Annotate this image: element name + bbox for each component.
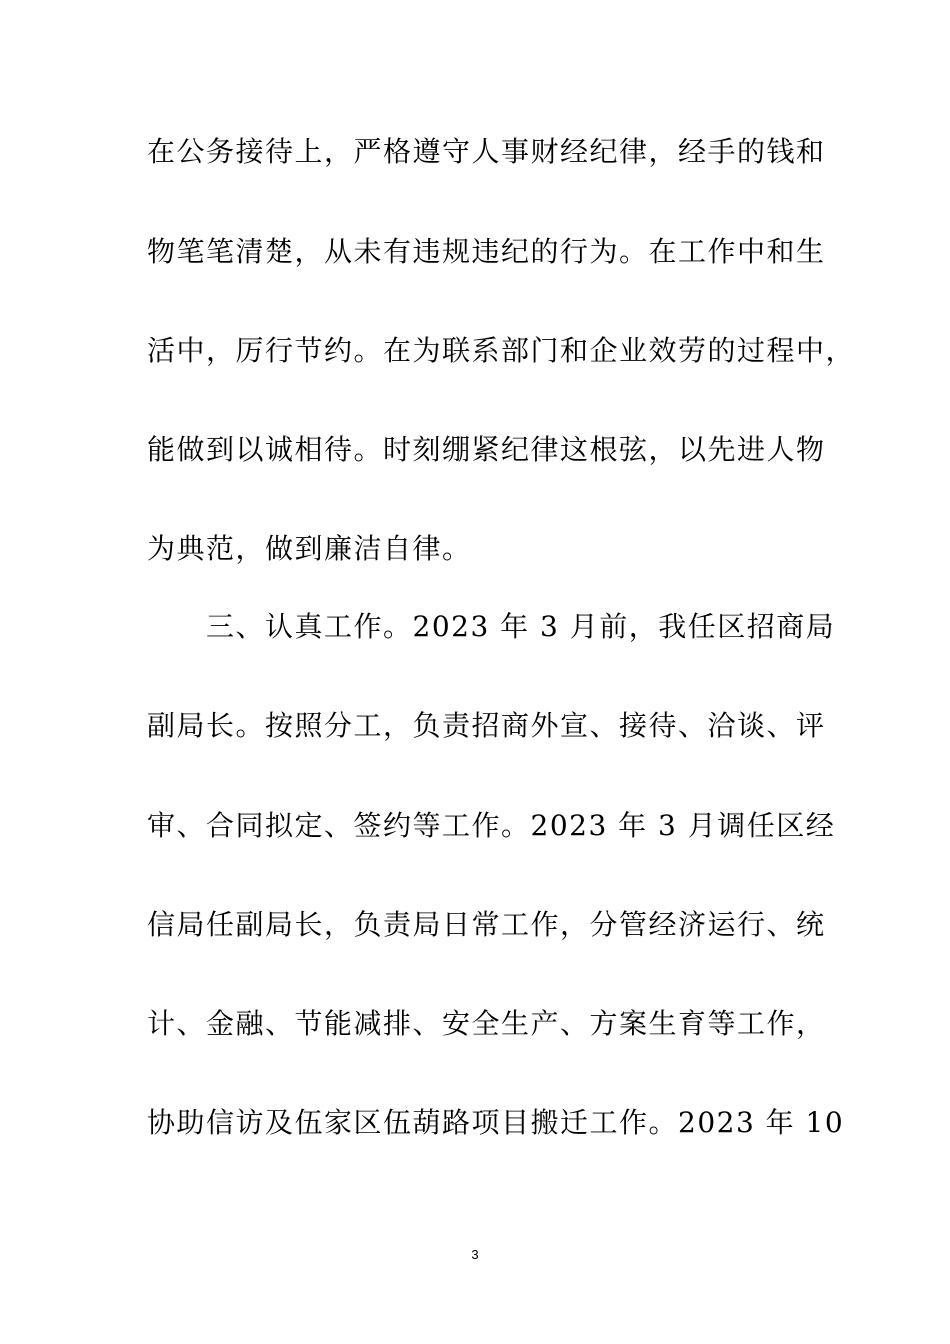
body-text-line: 副局长。按照分工，负责招商外宣、接待、洽谈、评 xyxy=(147,709,826,742)
paragraph-start-line: 三、认真工作。2023 年 3 月前，我任区招商局 xyxy=(206,610,836,643)
page-number: 3 xyxy=(471,1247,479,1262)
body-text-line: 能做到以诚相待。时刻绷紧纪律这根弦，以先进人物 xyxy=(147,433,826,466)
body-text-line: 审、合同拟定、签约等工作。2023 年 3 月调任区经 xyxy=(147,809,836,842)
body-text-line: 活中，厉行节约。在为联系部门和企业效劳的过程中， xyxy=(147,334,856,367)
body-text-line: 在公务接待上，严格遵守人事财经纪律，经手的钱和 xyxy=(147,135,826,168)
body-text-line: 协助信访及伍家区伍葫路项目搬迁工作。2023 年 10 xyxy=(147,1106,845,1139)
body-text-line: 信局任副局长，负责局日常工作，分管经济运行、统 xyxy=(147,908,826,941)
body-text-line: 计、金融、节能减排、安全生产、方案生育等工作， xyxy=(147,1007,826,1040)
body-text-line: 为典范，做到廉洁自律。 xyxy=(147,532,472,565)
body-text-line: 物笔笔清楚，从未有违规违纪的行为。在工作中和生 xyxy=(147,235,826,268)
